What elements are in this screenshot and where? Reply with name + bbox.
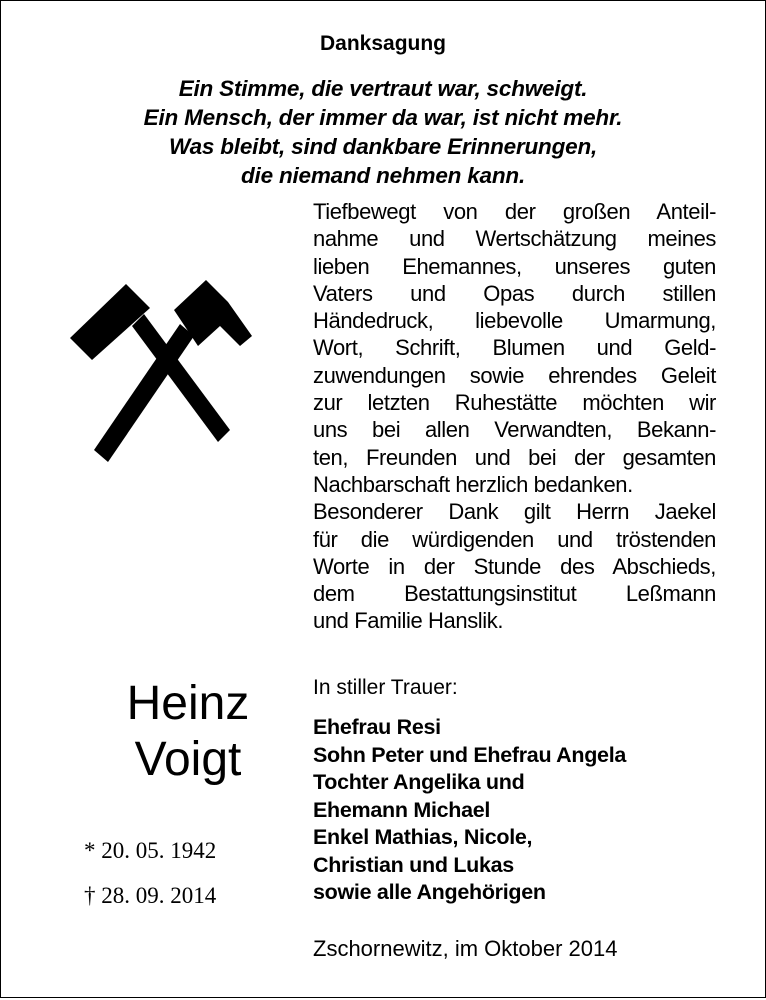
- last-name: Voigt: [134, 733, 242, 786]
- notice-heading: Danksagung: [319, 32, 447, 55]
- thanks-line: Vaters und Opas durch stillen: [313, 280, 716, 306]
- thanks-line: Besonderer Dank gilt Herrn Jaekel: [313, 499, 716, 525]
- family-member: Sohn Peter und Ehefrau Angela: [313, 742, 627, 767]
- family-member: Ehefrau Resi: [313, 715, 441, 739]
- thanks-line: Nachbarschaft herzlich bedanken.: [313, 471, 633, 497]
- thanks-line: und Familie Hanslik.: [313, 608, 504, 634]
- thanks-line: Wort, Schrift, Blumen und Geld-: [313, 335, 716, 361]
- death-date: † 28. 09. 2014: [84, 883, 217, 908]
- thanks-text: [313, 198, 716, 635]
- birth-date: * 20. 05. 1942: [84, 838, 217, 863]
- thanks-line: zur letzten Ruhestätte möchten wir: [313, 390, 716, 416]
- thanks-line: Händedruck, liebevolle Umarmung,: [313, 308, 716, 334]
- family-member: sowie alle Angehörigen: [313, 880, 546, 904]
- place-date: Zschornewitz, im Oktober 2014: [313, 936, 618, 961]
- poem-line: Was bleibt, sind dankbare Erinnerungen,: [168, 134, 598, 159]
- thanks-line: ten, Freunden und bei der gesamten: [313, 444, 716, 470]
- thanks-line: lieben Ehemannes, unseres guten: [313, 253, 716, 279]
- thanks-line: nahme und Wertschätzung meines: [313, 226, 716, 252]
- family-member: Christian und Lukas: [313, 852, 514, 877]
- thanks-line: uns bei allen Verwandten, Bekann-: [313, 417, 716, 443]
- first-name: Heinz: [126, 677, 250, 730]
- family-list: [313, 714, 626, 907]
- thanks-line: dem Bestattungsinstitut Leßmann: [313, 581, 716, 607]
- thanks-line: zuwendungen sowie ehrendes Geleit: [313, 362, 716, 388]
- family-member: Tochter Angelika und: [313, 770, 525, 794]
- family-member: Ehemann Michael: [313, 797, 491, 822]
- poem-line: Ein Mensch, der immer da war, ist nicht mehr.: [143, 105, 623, 130]
- memorial-poem: [0, 74, 766, 190]
- crossed-hammers-icon: [70, 280, 252, 466]
- thanks-line: Tiefbewegt von der großen Anteil-: [313, 199, 716, 224]
- poem-line: die niemand nehmen kann.: [240, 163, 525, 188]
- life-dates: [84, 828, 216, 918]
- thanks-line: für die würdigenden und tröstenden: [313, 526, 716, 552]
- mourning-label: In stiller Trauer:: [313, 676, 458, 699]
- poem-line: Ein Stimme, die vertraut war, schweigt.: [178, 76, 588, 101]
- deceased-name: [60, 676, 316, 788]
- thanks-line: Worte in der Stunde des Abschieds,: [313, 553, 716, 579]
- family-member: Enkel Mathias, Nicole,: [313, 825, 533, 849]
